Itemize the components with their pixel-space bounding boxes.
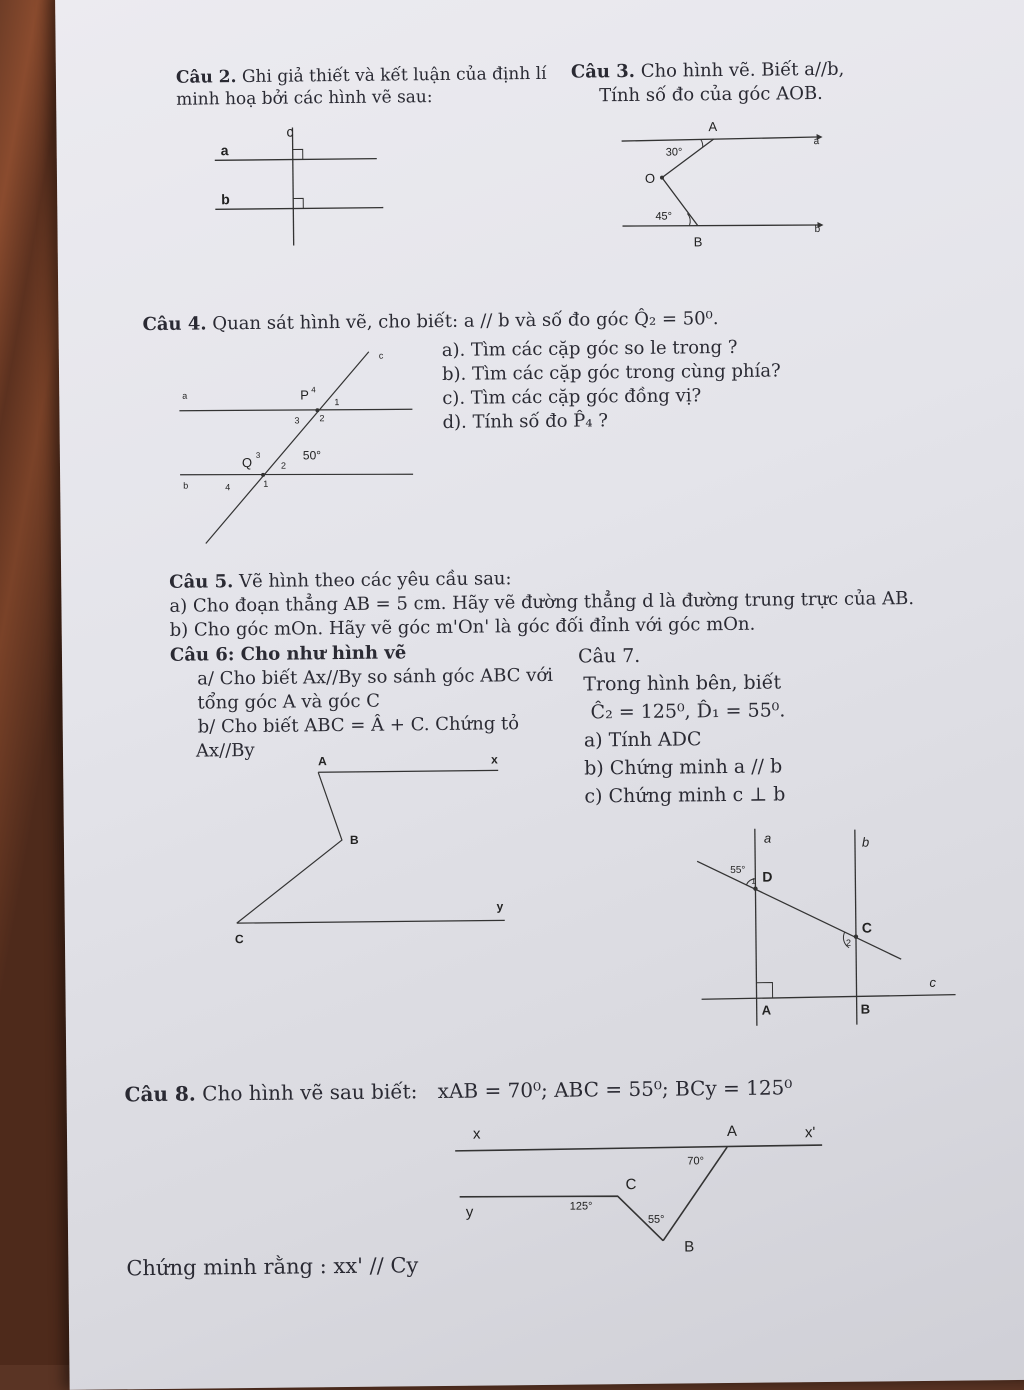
q8-prove: Chứng minh rằng : xx' // Cy (126, 1253, 419, 1281)
q4-label-c: c (378, 350, 384, 361)
q4-p3: 3 (294, 415, 300, 426)
q4-q4: 4 (225, 482, 231, 493)
q8-title: Câu 8. (124, 1081, 196, 1107)
q4-intro: Quan sát hình vẽ, cho biết: a // b và số đo góc (212, 309, 629, 335)
q2-title: Câu 2. (175, 67, 237, 88)
q7-angle-55: 55° (730, 864, 746, 876)
q8-label-xp: x' (804, 1124, 816, 1142)
q7-label-C: C (861, 919, 873, 936)
q7-item-a: a) Tính ADC (583, 728, 702, 752)
q4-figure (174, 346, 426, 549)
q4-item-b: b). Tìm các cặp góc trong cùng phía? (441, 360, 781, 385)
q2-text (176, 63, 547, 111)
q5-item-b: b) Cho góc mOn. Hãy vẽ góc m'On' là góc đối đỉnh với góc mOn. (169, 613, 756, 641)
q3-angle-30: 30° (665, 146, 683, 159)
q8-label-y: y (465, 1203, 474, 1221)
q4-p1: 1 (334, 397, 340, 408)
q8-angle-125: 125° (569, 1200, 593, 1213)
q4-q2: 2 (280, 460, 287, 471)
q8-label-x: x (472, 1125, 481, 1143)
q3-label-b: b (814, 224, 821, 236)
q4-label-b: b (183, 480, 189, 491)
q8-figure (447, 1117, 839, 1271)
q7-item-c: c) Chứng minh c ⊥ b (584, 783, 786, 808)
q6-label-B: B (349, 832, 359, 847)
q7-title: Câu 7. (577, 644, 641, 668)
q7-label-c: c (929, 974, 937, 990)
q3-label-O: O (644, 170, 656, 186)
q4-item-d: d). Tính số đo P̂₄ ? (442, 410, 609, 433)
q7-line1: Trong hình bên, biết (583, 671, 782, 696)
q3-figure (616, 114, 837, 256)
q4-title: Câu 4. (142, 313, 207, 336)
q7-label-D: D (762, 868, 773, 885)
q8-label-C: C (625, 1175, 637, 1194)
q7-d1: 1 (751, 876, 756, 886)
q6-label-A: A (318, 754, 327, 769)
q3-label-B: B (693, 234, 703, 250)
q2-label-c: c (286, 123, 294, 140)
q7-item-b: b) Chứng minh a // b (584, 755, 783, 780)
q2-label-a: a (220, 142, 229, 159)
q8-given: xAB = 70⁰; ABC = 55⁰; BCy = 125⁰ (437, 1075, 793, 1104)
q6-label-x: x (491, 752, 498, 767)
worksheet-paper (55, 0, 1024, 1390)
q6-label-C: C (234, 932, 244, 947)
q3-line2: Tính số đo của góc AOB. (599, 82, 823, 107)
q3-label-a: a (813, 136, 820, 148)
q4-p4: 4 (311, 385, 316, 395)
q5-title: Câu 5. (169, 571, 234, 593)
q4-items (442, 335, 782, 435)
q8-label-B: B (684, 1238, 695, 1256)
q4-label-P: P (300, 387, 310, 403)
q4-p2: 2 (319, 413, 325, 424)
q8-intro: Cho hình vẽ sau biết: (202, 1079, 418, 1106)
q4-q1: 1 (263, 478, 269, 489)
q7-label-A: A (761, 1002, 772, 1018)
q6-a1: a/ Cho biết Ax//By so sánh góc ABC với (197, 664, 554, 690)
q8-angle-55: 55° (647, 1213, 665, 1226)
q8-label-A: A (726, 1122, 738, 1141)
q7-label-b: b (861, 834, 870, 850)
q4-item-c: c). Tìm các cặp góc đồng vị? (442, 385, 702, 409)
q7-c2: 2 (845, 937, 852, 948)
q7-label-a: a (763, 830, 772, 846)
q3-line1: Cho hình vẽ. Biết a//b, (640, 58, 845, 82)
q4-label-a: a (182, 390, 188, 401)
q7-label-B: B (860, 1001, 871, 1017)
q4-label-Q: Q (241, 454, 253, 471)
q4-angle-50: 50° (302, 448, 322, 463)
q6-label-y: y (496, 899, 504, 914)
q3-label-A: A (708, 119, 718, 135)
q7-given: Ĉ₂ = 125⁰, D̂₁ = 55⁰. (590, 699, 786, 724)
q4-header (142, 308, 718, 336)
q5-item-a: a) Cho đoạn thẳng AB = 5 cm. Hãy vẽ đường thẳng d là đường trung trực của AB. (169, 588, 915, 617)
q6-a2: tổng góc A và góc C (197, 690, 381, 714)
q2-line1: Ghi giả thiết và kết luận của định lí (241, 63, 547, 88)
q6-title: Câu 6: Cho như hình vẽ (169, 642, 407, 666)
q5-intro: Vẽ hình theo các yêu cầu sau: (238, 568, 512, 593)
q8-angle-70: 70° (687, 1155, 705, 1168)
q7-figure (692, 819, 964, 1032)
q6-b2: Ax//By (195, 739, 255, 762)
q5-text (169, 563, 914, 643)
q6-b1: b/ Cho biết ABC = Â + C. Chứng tỏ (197, 713, 520, 738)
q3-text (571, 58, 845, 109)
q8-header (124, 1074, 792, 1107)
q3-title: Câu 3. (570, 60, 636, 83)
q2-line2: minh hoạ bởi các hình vẽ sau: (176, 87, 433, 110)
q4-item-a: a). Tìm các cặp góc so le trong ? (441, 336, 738, 361)
q3-angle-45: 45° (655, 210, 673, 223)
q2-label-b: b (221, 191, 230, 208)
q2-figure (206, 121, 397, 253)
q6-figure (223, 750, 525, 953)
q7-text (578, 640, 787, 810)
q4-given: Q̂₂ = 50⁰. (634, 308, 719, 330)
q6-text (169, 640, 554, 767)
q4-q3: 3 (255, 450, 261, 460)
